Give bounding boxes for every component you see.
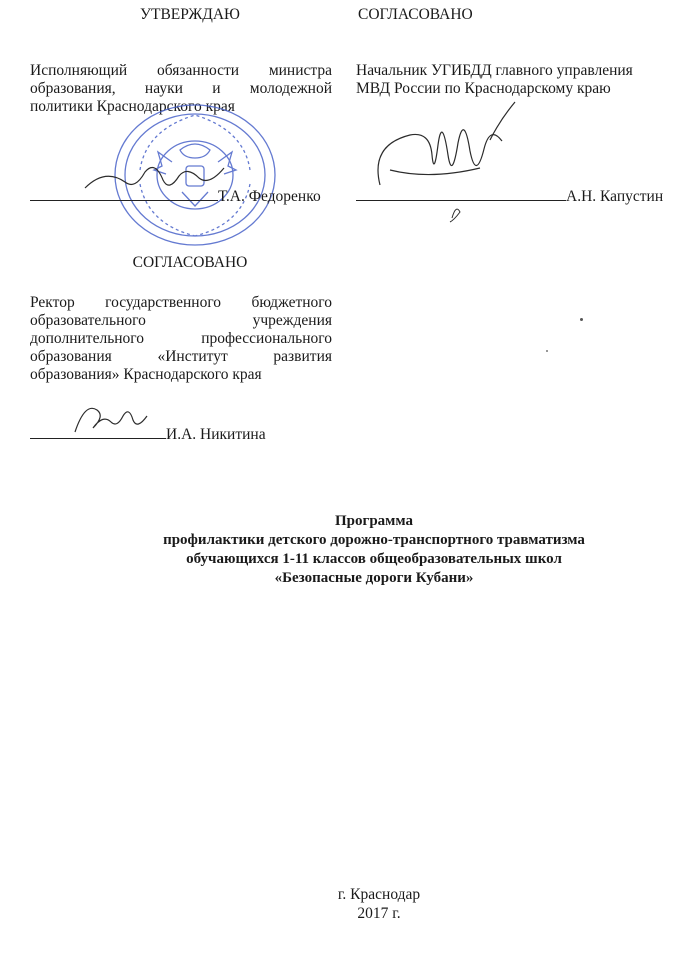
program-title — [0, 512, 688, 588]
approve-signature-line — [30, 186, 218, 201]
approve-signature-row — [30, 186, 321, 206]
agree-rector-signature-row — [30, 424, 266, 444]
approve-heading: УТВЕРЖДАЮ — [140, 6, 240, 23]
agree-rector-position-line: образования «Институт развития — [30, 348, 332, 365]
agree-rector-position-line: Ректор государственного бюджетного — [30, 294, 332, 311]
agree-rector-position-line: образования» Краснодарского края — [30, 366, 262, 383]
footer-year: 2017 г. — [357, 905, 401, 922]
agree-police-signature-line — [356, 186, 566, 201]
approve-position-line: образования, науки и молодежной — [30, 80, 332, 97]
agree-police-signer-name: А.Н. Капустин — [566, 188, 664, 205]
program-title-line: обучающихся 1-11 классов общеобразовательных школ — [186, 551, 562, 567]
agree-police-position — [356, 62, 688, 98]
agree-police-heading: СОГЛАСОВАНО — [358, 6, 473, 23]
agree-police-signature — [370, 100, 540, 200]
agree-rector-signature-line — [30, 424, 166, 439]
agree-rector-heading: СОГЛАСОВАНО — [132, 254, 248, 271]
program-title-line: профилактики детского дорожно-транспортного травматизма — [163, 532, 585, 548]
agree-police-position-line: Начальник УГИБДД главного управления — [356, 62, 633, 79]
agree-police-signature-row — [356, 186, 663, 206]
scan-speck — [546, 350, 548, 352]
approve-position-line: Исполняющий обязанности министра — [30, 62, 332, 79]
approve-signer-name: Т.А. Федоренко — [218, 188, 321, 205]
agree-rector-position-line: образовательного учреждения — [30, 312, 332, 329]
agree-rector-position — [30, 294, 332, 384]
agree-police-position-line: МВД России по Краснодарскому краю — [356, 80, 611, 97]
footer — [0, 885, 688, 923]
footer-city: г. Краснодар — [337, 886, 421, 903]
agree-rector-position-line: дополнительного профессионального — [30, 330, 332, 347]
program-title-line: Программа — [335, 513, 413, 529]
agree-rector-signer-name: И.А. Никитина — [166, 426, 266, 443]
program-title-line: «Безопасные дороги Кубани» — [274, 570, 474, 586]
scan-speck — [580, 318, 583, 321]
approve-position-line: политики Краснодарского края — [30, 98, 235, 115]
